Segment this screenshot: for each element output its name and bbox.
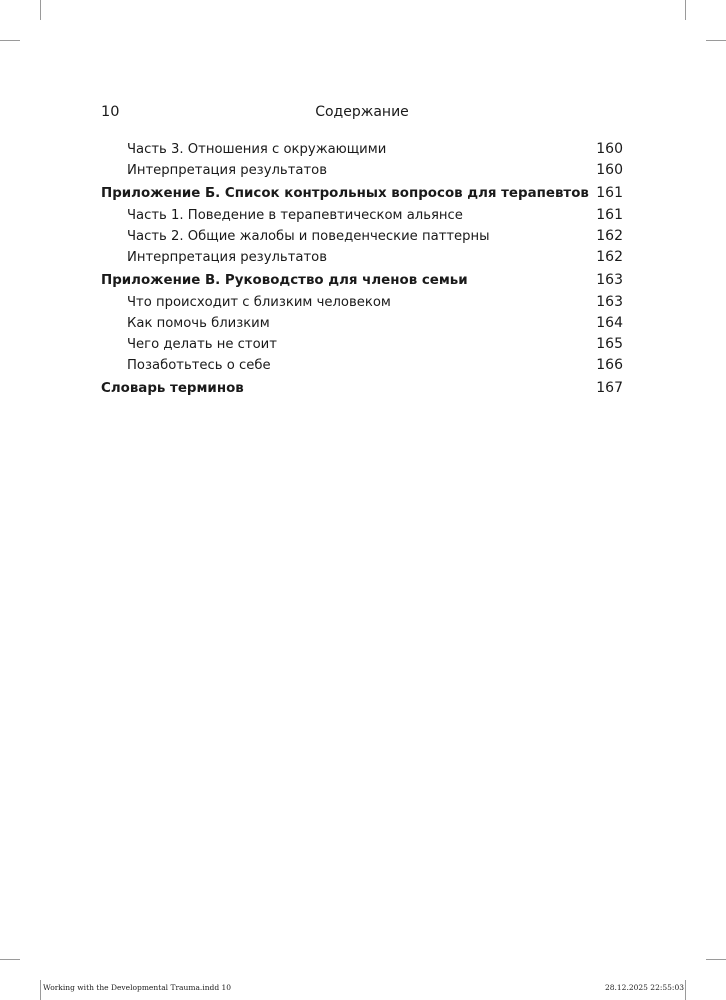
toc-entry-page: 160 xyxy=(596,162,623,178)
toc-entry-title: Интерпретация результатов xyxy=(127,163,327,178)
toc-subsection-entry xyxy=(101,334,623,355)
toc-entry-page: 164 xyxy=(596,315,623,331)
toc-entry-page: 162 xyxy=(596,249,623,265)
toc-entry-title: Часть 1. Поведение в терапевтическом альянсе xyxy=(127,208,463,223)
toc-subsection-entry xyxy=(101,226,623,247)
crop-mark-right-bottom xyxy=(706,959,726,960)
toc-subsection-entry xyxy=(101,139,623,160)
crop-mark-top-right xyxy=(685,0,686,20)
crop-mark-left-top xyxy=(0,40,20,41)
crop-mark-top-left xyxy=(40,0,41,20)
toc-entry-page: 162 xyxy=(596,228,623,244)
toc-entry-title: Часть 3. Отношения с окружающими xyxy=(127,142,387,157)
toc-entry-title: Часть 2. Общие жалобы и поведенческие паттерны xyxy=(127,229,490,244)
toc-subsection-entry xyxy=(101,247,623,268)
crop-mark-bottom-left xyxy=(40,980,41,1000)
toc-section-entry xyxy=(101,269,623,292)
crop-mark-left-bottom xyxy=(0,959,20,960)
slug-filename: Working with the Developmental Trauma.indd 10 xyxy=(43,983,232,992)
toc-entry-title: Интерпретация результатов xyxy=(127,250,327,265)
toc-subsection-entry xyxy=(101,355,623,376)
toc-entry-title: Позаботьтесь о себе xyxy=(127,358,271,373)
toc-entry-title: Приложение Б. Список контрольных вопросов для терапевтов xyxy=(101,186,589,201)
toc-entry-page: 163 xyxy=(596,272,623,288)
toc-subsection-entry xyxy=(101,205,623,226)
page-number: 10 xyxy=(101,104,120,120)
toc-subsection-entry xyxy=(101,313,623,334)
toc-entry-page: 160 xyxy=(596,141,623,157)
toc-subsection-entry xyxy=(101,160,623,181)
toc-entry-title: Словарь терминов xyxy=(101,381,244,396)
running-title: Содержание xyxy=(315,104,409,120)
toc-subsection-entry xyxy=(101,292,623,313)
toc-entry-page: 161 xyxy=(596,207,623,223)
slug-timestamp: 28.12.2025 22:55:03 xyxy=(604,983,684,992)
toc-entry-page: 161 xyxy=(596,185,623,201)
toc-entry-page: 165 xyxy=(596,336,623,352)
toc-entry-page: 167 xyxy=(596,380,623,396)
crop-mark-right-top xyxy=(706,40,726,41)
toc-entry-page: 166 xyxy=(596,357,623,373)
toc-entry-page: 163 xyxy=(596,294,623,310)
page-header xyxy=(101,104,623,126)
toc-section-entry xyxy=(101,377,623,400)
table-of-contents xyxy=(101,139,623,400)
toc-entry-title: Что происходит с близким человеком xyxy=(127,295,391,310)
crop-mark-bottom-right xyxy=(685,980,686,1000)
toc-section-entry xyxy=(101,182,623,205)
toc-entry-title: Приложение В. Руководство для членов семьи xyxy=(101,273,468,288)
toc-entry-title: Как помочь близким xyxy=(127,316,270,331)
toc-entry-title: Чего делать не стоит xyxy=(127,337,277,352)
